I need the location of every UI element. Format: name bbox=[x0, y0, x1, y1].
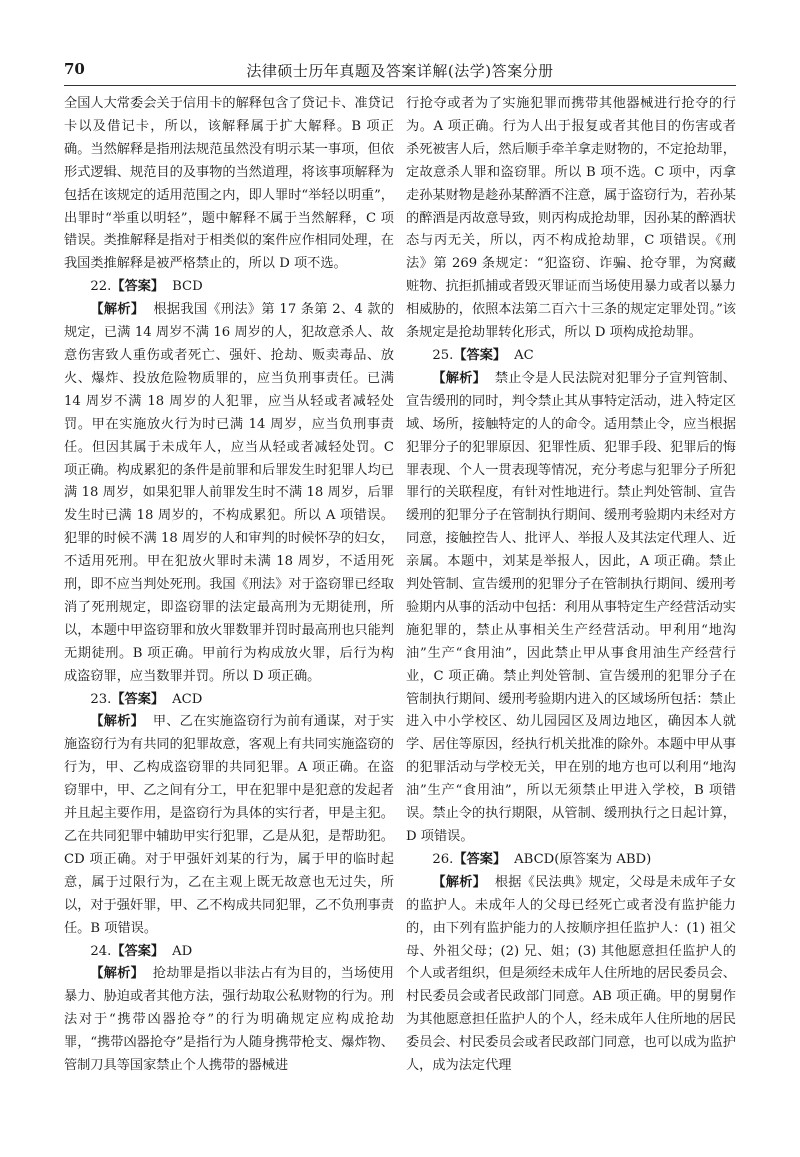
analysis-label: 【解析】 bbox=[90, 966, 145, 982]
question-number: 24. bbox=[90, 943, 112, 959]
analysis-label: 【解析】 bbox=[90, 714, 145, 730]
answer-label: 【答案】 bbox=[111, 279, 165, 295]
analysis-text: 抢劫罪是指以非法占有为目的，当场使用暴力、胁迫或者其他方法，强行劫取公私财物的行为。刑法对于“携带凶器抢夺”的行为明确规定应构成抢劫罪，“携带凶器抢夺”是指行为人随身携带枪支、爆炸物、管制刀具等国家禁止个人携带的器械进 bbox=[64, 966, 394, 1074]
right-column bbox=[406, 93, 736, 1078]
question-number: 25. bbox=[432, 347, 454, 363]
answer-label: 【答案】 bbox=[453, 851, 507, 867]
analysis-paragraph bbox=[406, 872, 736, 1078]
question-number: 22. bbox=[90, 279, 112, 295]
answer-label: 【答案】 bbox=[111, 691, 165, 707]
paragraph-text: 全国人大常委会关于信用卡的解释包含了贷记卡、准贷记卡以及借记卡，所以，该解释属于扩大解释。B 项正确。当然解释是指刑法规范虽然没有明示某一事项，但依形式逻辑、规范目的及事物的当然道理，将该事项解释为包括在该规定的适用范围之内，即人罪时“举轻以明重”，出罪时“举重以明轻”，题中解释不属于当然解释，C 项错误。类推解释是指对于相类似的案件应作相同处理，在我国类推解释是被严格禁止的，所以 D 项不选。 bbox=[64, 96, 394, 272]
running-title: 法律硕士历年真题及答案详解(法学)答案分册 bbox=[246, 62, 554, 80]
answer-line bbox=[64, 276, 394, 299]
analysis-paragraph bbox=[64, 711, 394, 940]
answer-value: AD bbox=[172, 943, 193, 959]
question-number: 23. bbox=[90, 691, 112, 707]
answer-line bbox=[64, 941, 394, 964]
answer-value: BCD bbox=[172, 279, 203, 295]
answer-value: ACD bbox=[172, 691, 203, 707]
question-number: 26. bbox=[432, 851, 454, 867]
analysis-text: 禁止令是人民法院对犯罪分子宣判管制、宣告缓刑的同时，判令禁止其从事特定活动，进入特定区域、场所，接触特定的人的命令。适用禁止令，应当根据犯罪分子的犯罪原因、犯罪性质、犯罪手段、犯罪后的悔罪表现、个人一贯表现等情况，充分考虑与犯罪分子所犯罪行的关联程度，有针对性地进行。禁止判处管制、宣告缓刑的犯罪分子在管制执行期间、缓刑考验期内未经对方同意，接触控告人、批评人、举报人及其法定代理人、近亲属。本题中，刘某是举报人，因此，A 项正确。禁止判处管制、宣告缓刑的犯罪分子在管制执行期间、缓刑考验期内从事的活动中包括：利用从事特定生产经营活动实施犯罪的，禁止从事相关生产经营活动。甲利用“地沟油”生产“食用油”，因此禁止甲从事食用油生产经营行业，C 项正确。禁止判处管制、宣告缓刑的犯罪分子在管制执行期间、缓刑考验期内进入的区域场所包括：禁止进入中小学校区、幼儿园园区及周边地区，确因本人就学、居住等原因，经执行机关批准的除外。本题中甲从事的犯罪活动与学校无关，甲在别的地方也可以利用“地沟油”生产“食用油”，所以无须禁止甲进入学校，B 项错误。禁止令的执行期限，从管制、缓刑执行之日起计算，D 项错误。 bbox=[406, 370, 736, 844]
analysis-paragraph bbox=[64, 299, 394, 688]
paragraph-text: 行抢夺或者为了实施犯罪而携带其他器械进行抢夺的行为。A 项正确。行为人出于报复或者其他目的伤害或者杀死被害人后，然后顺手牵羊拿走财物的，不定抢劫罪，定故意杀人罪和盗窃罪。所以 B 项不选。C 项中，丙拿走孙某财物是趁孙某醉酒不注意，属于盗窃行为，若孙某的醉酒是丙故意导致，则丙构成抢劫罪，因孙某的醉酒状态与丙无关，所以，丙不构成抢劫罪，C 项错误。《刑法》第 269 条规定：“犯盗窃、诈骗、抢夺罪，为窝藏赃物、抗拒抓捕或者毁灭罪证而当场使用暴力或者以暴力相威胁的，依照本法第二百六十三条的规定定罪处罚。”该条规定是抢劫罪转化形式，所以 D 项构成抢劫罪。 bbox=[406, 96, 736, 341]
answer-line bbox=[406, 849, 736, 872]
answer-value: AC bbox=[514, 347, 534, 363]
analysis-paragraph bbox=[406, 368, 736, 849]
analysis-label: 【解析】 bbox=[432, 370, 487, 386]
analysis-text: 根据我国《刑法》第 17 条第 2、4 款的规定，已满 14 周岁不满 16 周岁的人，犯故意杀人、故意伤害致人重伤或者死亡、强奸、抢劫、贩卖毒品、放火、爆炸、投放危险物质罪的，应当负刑事责任。已满 14 周岁不满 18 周岁的人犯罪，应当从轻或者减轻处罚。甲在实施放火行为时已满 14 周岁，应当负刑事责任。但因其属于未成年人，应当从轻或者减轻处罚。C 项正确。构成累犯的条件是前罪和后罪发生时犯罪人均已满 18 周岁，如果犯罪人前罪发生时不满 18 周岁，后罪发生时已满 18 周岁的，不构成累犯。所以 A 项错误。犯罪的时候不满 18 周岁的人和审判的时候怀孕的妇女，不适用死刑。甲在犯放火罪时未满 18 周岁，不适用死刑，即不应当判处死刑。我国《刑法》对于盗窃罪已经取消了死刑规定，即盗窃罪的法定最高刑为无期徒刑，所以，本题中甲盗窃罪和放火罪数罪并罚时最高刑也只能判无期徒刑。B 项正确。甲前行为构成放火罪，后行为构成盗窃罪，应当数罪并罚。所以 D 项正确。 bbox=[64, 302, 395, 684]
page-number: 70 bbox=[64, 60, 85, 78]
page-header bbox=[64, 58, 736, 84]
analysis-text: 根据《民法典》规定，父母是未成年子女的监护人。未成年人的父母已经死亡或者没有监护能力的，由下列有监护能力的人按顺序担任监护人：(1) 祖父母、外祖父母；(2) 兄、姐；(3) 其他愿意担任监护人的个人或者组织，但是须经未成年人住所地的居民委员会、村民委员会或者民政部门同意。AB 项正确。甲的舅舅作为其他愿意担任监护人的个人，经未成年人住所地的居民委员会、村民委员会或者民政部门同意，也可以成为监护人，成为法定代理 bbox=[406, 874, 736, 1074]
left-column bbox=[64, 93, 394, 1078]
header-rule bbox=[64, 85, 736, 86]
answer-value: ABCD(原答案为 ABD) bbox=[514, 851, 652, 867]
answer-line bbox=[406, 345, 736, 368]
answer-label: 【答案】 bbox=[453, 347, 507, 363]
answer-line bbox=[64, 689, 394, 712]
analysis-paragraph bbox=[64, 963, 394, 1078]
analysis-label: 【解析】 bbox=[432, 874, 487, 890]
answer-label: 【答案】 bbox=[111, 943, 165, 959]
analysis-text: 甲、乙在实施盗窃行为前有通谋，对于实施盗窃行为有共同的犯罪故意，客观上有共同实施盗窃的行为，甲、乙构成盗窃罪的共同犯罪。A 项正确。在盗窃罪中，甲、乙之间有分工，甲在犯罪中是犯意的发起者并且起主要作用，是盗窃行为具体的实行者，甲是主犯。乙在共同犯罪中辅助甲实行犯罪，乙是从犯，是帮助犯。CD 项正确。对于甲强奸刘某的行为，属于甲的临时起意，属于过限行为，乙在主观上既无故意也无过失，所以，对于强奸罪，甲、乙不构成共同犯罪，乙不负刑事责任。B 项错误。 bbox=[64, 714, 394, 936]
analysis-label: 【解析】 bbox=[90, 302, 145, 318]
